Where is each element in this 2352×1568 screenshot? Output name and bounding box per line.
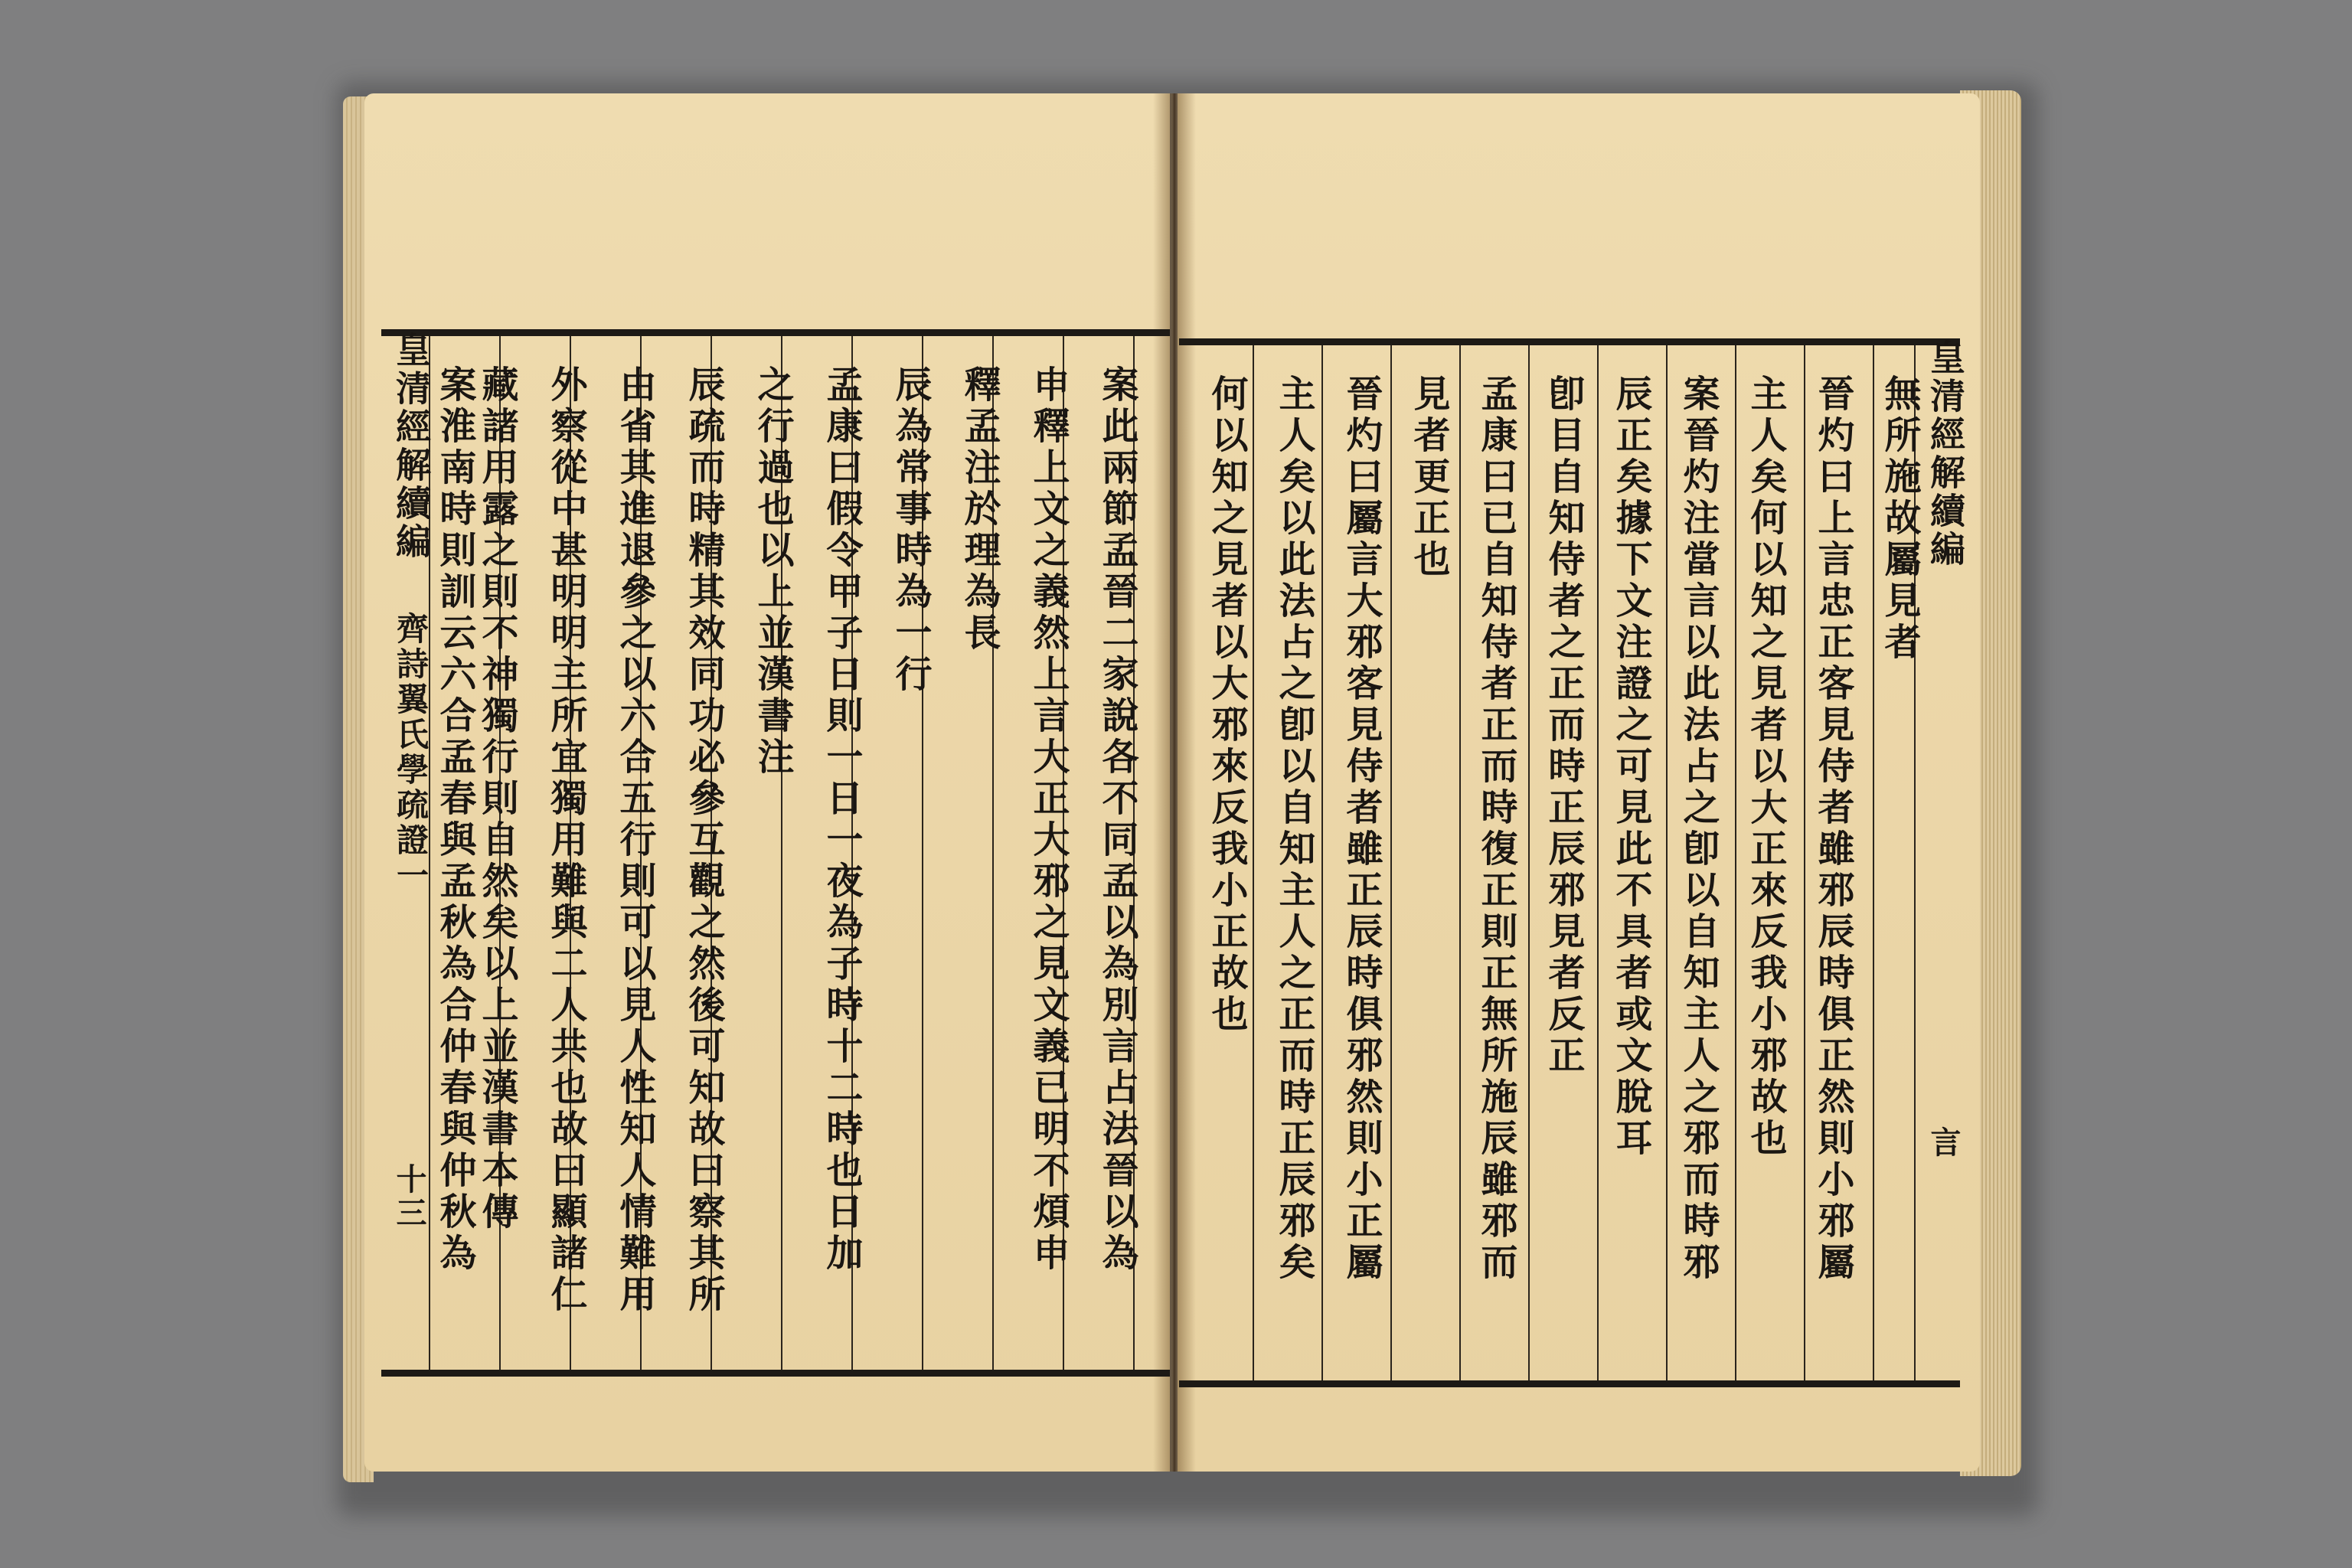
right-text-block xyxy=(1179,338,1966,1387)
right-margin-folio: 言 xyxy=(1926,1126,1962,1160)
left-margin-book: 齊詩翼氏學疏證一 xyxy=(392,612,430,893)
right-column-11: 何以知之見者以大邪來反我小正故也 xyxy=(1205,374,1248,1036)
left-margin-strip xyxy=(381,332,432,1370)
right-column-4: 案晉灼注當言以此法占之卽以自知主人之邪而時邪 xyxy=(1677,374,1720,1284)
left-column-5: 孟康曰假令甲子日則一日一夜為子時十二時也日加 xyxy=(820,365,863,1275)
left-column-3: 釋孟注於理為長 xyxy=(958,365,1001,655)
left-margin-folio: 十三 xyxy=(391,1163,427,1230)
right-column-5: 辰正矣據下文注證之可見此不具者或文脫耳 xyxy=(1609,374,1652,1160)
left-column-11: 案淮南時則訓云六合孟春與孟秋為合仲春與仲秋為 xyxy=(433,365,476,1275)
right-column-2: 晉灼曰上言忠正客見侍者雖邪辰時俱正然則小邪屬 xyxy=(1811,374,1854,1284)
left-column-4: 辰為常事時為一行 xyxy=(889,365,932,696)
right-column-1: 無所施故屬見者 xyxy=(1878,374,1921,664)
left-column-2: 申釋上文之義然上言大正大邪之見文義已明不煩申 xyxy=(1027,365,1070,1275)
left-column-9: 外察從中甚明明主所宜獨用難與二人共也故曰顯諸仁 xyxy=(544,365,587,1316)
left-column-6: 之行過也以上並漢書注 xyxy=(751,365,794,779)
right-column-9: 晉灼曰屬言大邪客見侍者雖正辰時俱邪然則小正屬 xyxy=(1340,374,1383,1284)
right-column-7: 孟康曰已自知侍者正而時復正則正無所施辰雖邪而 xyxy=(1475,374,1517,1284)
right-column-8: 見者更正也 xyxy=(1407,374,1450,581)
right-column-6: 卽目自知侍者之正而時正辰邪見者反正 xyxy=(1542,374,1585,1077)
left-text-block xyxy=(381,329,1170,1377)
left-column-7: 辰疏而時精其效同功必參互觀之然後可知故曰察其所 xyxy=(682,365,725,1316)
left-column-8: 由省其進退參之以六合五行則可以見人性知人情難用 xyxy=(613,365,656,1316)
left-column-10: 藏諸用露之則不神獨行則自然矣以上並漢書本傳 xyxy=(475,365,518,1233)
right-column-10: 主人矣以此法占之卽以自知主人之正而時正辰邪矣 xyxy=(1272,374,1315,1284)
right-margin-strip xyxy=(1916,339,1966,1380)
left-margin-title: 皇清經解續編 xyxy=(390,332,432,561)
right-margin-title: 皇清經解續編 xyxy=(1925,339,1966,569)
right-column-3: 主人矣何以知之見者以大正來反我小邪故也 xyxy=(1744,374,1787,1160)
left-column-1: 案此兩節孟晉二家說各不同孟以為別言占法晉以為 xyxy=(1096,365,1138,1275)
